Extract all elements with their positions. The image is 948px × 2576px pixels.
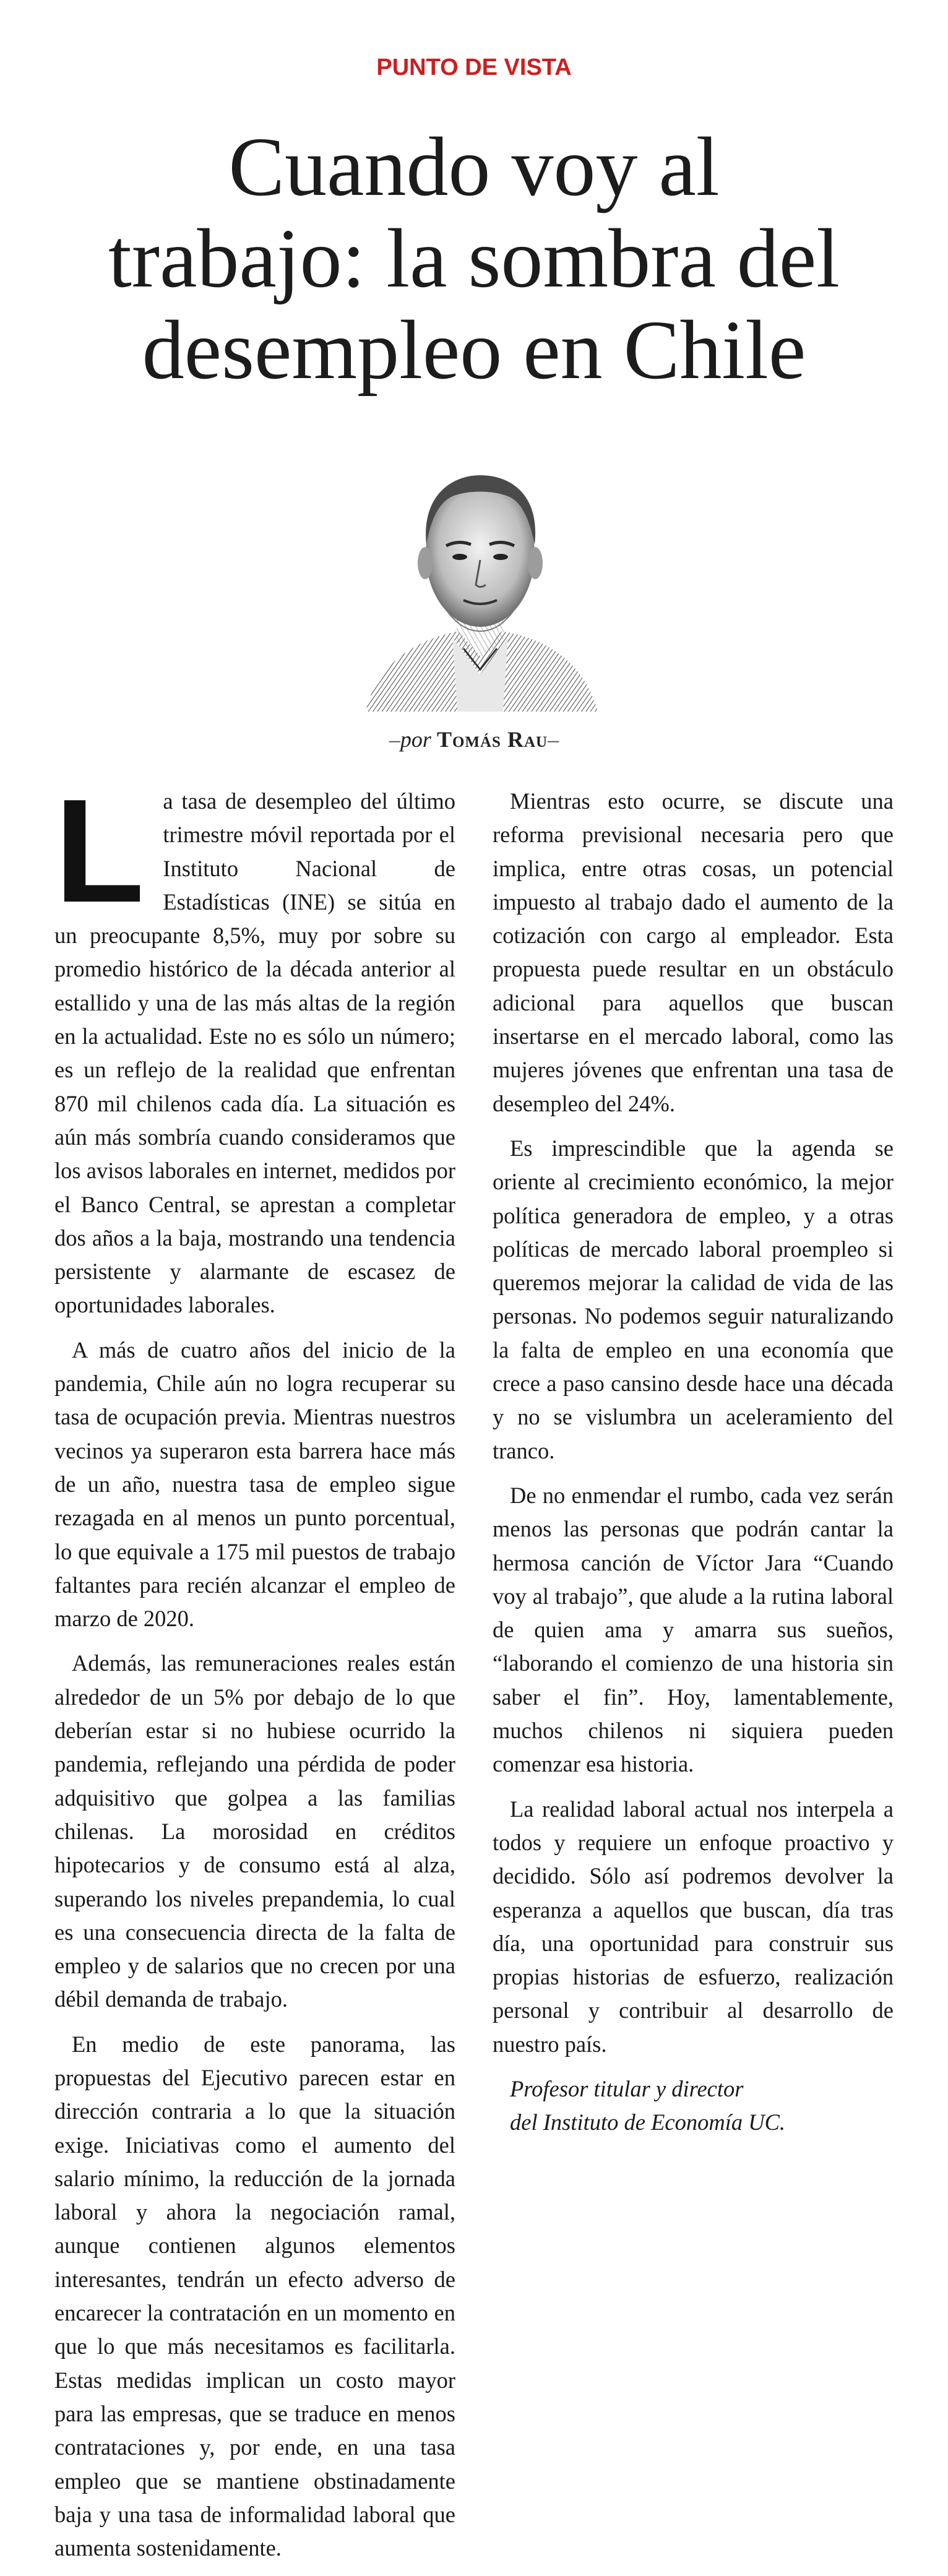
author-portrait bbox=[360, 452, 601, 712]
article-paragraph: Mientras esto ocurre, se discute una reforma previsional necesaria pero que implica, entre otras cosas, un potencial impuesto al trabajo dado el aumento de la cotización con cargo al empleador. Esta propuesta puede resultar en un obstáculo adicional para aquellos que buscan insertarse en el mercado laboral, como las mujeres jóvenes que enfrentan una tasa de desempleo del 24%. bbox=[493, 788, 894, 1116]
byline-prefix: por bbox=[400, 727, 431, 752]
signature-line: del Instituto de Economía UC. bbox=[510, 2109, 786, 2135]
headline-line: desempleo en Chile bbox=[142, 304, 806, 397]
headline-line: trabajo: la sombra del bbox=[108, 212, 840, 305]
article-paragraph: La tasa de desempleo del último trimestre móvil reportada por el Instituto Nacional de Estadísticas (INE) se sitúa en un preocupante 8,5%, muy por sobre su promedio histórico de la década anterior al estallido y una de las más altas de la región en la actualidad. Este no es sólo un número; es un reflejo de la realidad que enfrentan 870 mil chilenos cada día. La situación es aún más sombría cuando consideramos que los avisos laborales en internet, medidos por el Banco Central, se aprestan a completar dos años a la baja, mostrando una tendencia persistente y alarmante de escasez de oportunidades laborales. bbox=[54, 769, 455, 1318]
article-paragraph: Además, las remuneraciones reales están alrededor de un 5% por debajo de lo que deberían estar si no hubiese ocurrido la pandemia, reflejando una pérdida de poder adquisitivo que golpea a las familias chilenas. La morosidad en créditos hipotecarios y de consumo está al alza, superando los niveles prepandemia, lo cual es una consecuencia directa de la falta de empleo y de salarios que no crecen por una débil demanda de trabajo. bbox=[54, 1650, 455, 2012]
article-paragraph: En medio de este panorama, las propuestas del Ejecutivo parecen estar en dirección contraria a lo que la situación exige. Iniciativas como el aumento del salario mínimo, la reducción de la jornada laboral y ahora la negociación ramal, aunque contienen algunos elementos interesantes, tendrán un efecto adverso de encarecer la contratación en un momento en que lo que más necesitamos es facilitarla. Estas medidas implican un costo mayor para las empresas, que se traduce en menos contrataciones y, por ende, en una tasa empleo que se mantiene obstinadamente baja y una tasa de informalidad laboral que aumenta sostenidamente. bbox=[54, 2031, 455, 2561]
headline-line: Cuando voy al bbox=[228, 121, 720, 213]
drop-cap: L bbox=[54, 769, 145, 933]
byline-author: Tomás Rau bbox=[436, 727, 548, 752]
author-signature bbox=[493, 2072, 894, 2140]
section-label: PUNTO DE VISTA bbox=[376, 54, 572, 80]
article-column-right bbox=[493, 785, 894, 2576]
signature-line: Profesor titular y director bbox=[510, 2075, 744, 2101]
article-paragraph: De no enmendar el rumbo, cada vez serán menos las personas que podrán cantar la hermosa canción de Víctor Jara “Cuando voy al trabajo”, que alude a la rutina laboral de quien ama y amarra sus sueños, “laborando el comienzo de una historia sin saber el fin”. Hoy, lamentablemente, muchos chilenos ni siquiera pueden comenzar esa historia. bbox=[493, 1482, 894, 1777]
article-column-left bbox=[54, 769, 455, 2576]
article-paragraph: A más de cuatro años del inicio de la pandemia, Chile aún no logra recuperar su tasa de ocupación previa. Mientras nuestros vecinos ya superaron esta barrera hace más de un año, nuestra tasa de empleo sigue rezagada en al menos un punto porcentual, lo que equivale a 175 mil puestos de trabajo faltantes para recién alcanzar el empleo de marzo de 2020. bbox=[54, 1337, 455, 1632]
byline: –por Tomás Rau– bbox=[389, 727, 559, 752]
article-paragraph: La realidad laboral actual nos interpela a todos y requiere un enfoque proactivo y decidido. Sólo así podremos devolver la esperanza a aquellos que buscan, día tras día, una oportunidad para construir sus propias historias de esfuerzo, realización personal y contribuir al desarrollo de nuestro país. bbox=[493, 1796, 894, 2057]
article-paragraph: Es imprescindible que la agenda se oriente al crecimiento económico, la mejor política generadora de empleo, y a otras políticas de mercado laboral proempleo si queremos mejorar la calidad de vida de las personas. No podemos seguir naturalizando la falta de empleo en una economía que crece a paso cansino desde hace una década y no se vislumbra un aceleramiento del tranco. bbox=[493, 1135, 894, 1463]
article-body bbox=[54, 769, 894, 2576]
headline bbox=[0, 121, 948, 396]
